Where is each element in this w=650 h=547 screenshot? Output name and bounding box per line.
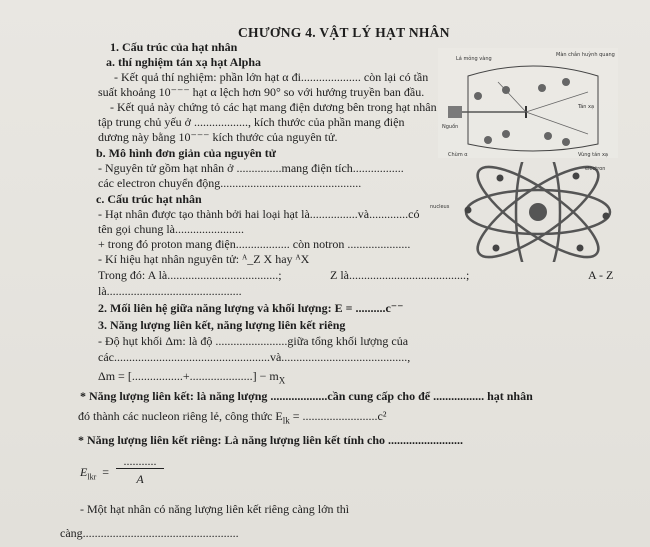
formula-subscript: lk (282, 415, 290, 426)
text-line: A - Z (588, 268, 614, 282)
text-line: - Độ hụt khối Δm: là độ ........................giữa tổng khối lượng của (98, 334, 409, 348)
atom-model-figure (430, 162, 645, 262)
text-line: suất khoảng 10⁻⁻⁻ hạt α lệch hơn 90° so với hướng truyền ban đầu. (98, 85, 425, 99)
formula-subscript: X (278, 375, 286, 386)
formula-text: Δm = [.................+.....................] − m (98, 369, 279, 383)
section-3-heading: 3. Năng lượng liên kết, năng lượng liên kết riêng (98, 318, 346, 332)
text-line: Z là.......................................; (330, 268, 470, 282)
section-1a-heading: a. thí nghiệm tán xạ hạt Alpha (106, 55, 262, 69)
section-2-heading: 2. Mối liên hệ giữa năng lượng và khối lượng: E = ..........c⁻⁻ (98, 301, 404, 315)
section-1c-heading: c. Cấu trúc hạt nhân (96, 192, 202, 206)
section-1b-heading: b. Mô hình đơn giản của nguyên tử (96, 146, 276, 160)
fraction-numerator: ........... (116, 454, 164, 469)
text-line: tên gọi chung là....................... (98, 222, 244, 236)
text-line: tập trung chủ yếu ở .................., kích thước của phần mang điện (98, 115, 405, 129)
formula-text: đó thành các nucleon riêng lẻ, công thức E (78, 409, 283, 423)
text-line: - Kết quả thí nghiệm: phần lớn hạt α đi.................... còn lại có tần (114, 70, 429, 84)
text-line: các electron chuyển động............................................... (98, 176, 362, 190)
formula-specific-binding (80, 465, 109, 484)
chapter-title: CHƯƠNG 4. VẬT LÝ HẠT NHÂN (238, 25, 450, 40)
section-1-heading: 1. Cấu trúc của hạt nhân (110, 40, 238, 54)
text-line: + trong đó proton mang điện.................. còn notron ..................... (98, 237, 411, 251)
fraction-denominator: A (136, 472, 144, 486)
formula-mass-defect (98, 369, 285, 387)
binding-energy-heading: * Năng lượng liên kết: là năng lượng ...................cần cung cấp cho để ................. hạt nhân (80, 389, 533, 403)
formula-symbol: E (80, 465, 88, 479)
nucleus-dot (529, 203, 547, 221)
text-line: Trong đó: A là.....................................; (98, 268, 282, 282)
alpha-scattering-figure (438, 48, 618, 158)
figure-label: Chùm α (448, 152, 468, 158)
figure-label: Vùng tán xạ (578, 152, 608, 158)
specific-binding-heading: * Năng lượng liên kết riêng: Là năng lượng liên kết tính cho ......................... (78, 433, 464, 447)
text-line: càng.................................................... (60, 526, 239, 540)
text-line: dương này bằng 10⁻⁻⁻ kích thước của nguyên tử. (98, 130, 338, 144)
figure-label: electron (585, 166, 606, 172)
figure-label: Tán xạ (578, 104, 595, 110)
text-line: - Một hạt nhân có năng lượng liên kết riêng càng lớn thì (80, 502, 350, 516)
figure-label: nucleus (430, 204, 450, 210)
text-line: - Kí hiệu hạt nhân nguyên tử: ᴬ_Z X hay ᴬX (98, 252, 310, 266)
source-block (448, 106, 462, 118)
figure-label: Màn chắn huỳnh quang (556, 52, 615, 58)
text-line: - Nguyên tử gồm hạt nhân ở ...............mang điện tích................. (98, 161, 404, 175)
formula-text: = .........................c² (289, 409, 387, 423)
text-line: - Kết quả này chứng tỏ các hạt mang điện dương bên trong hạt nhân (110, 100, 437, 114)
formula-equals: = (102, 465, 110, 479)
text-line: là............................................. (98, 284, 242, 298)
formula-subscript: lkr (87, 472, 97, 482)
text-line: các....................................................và.........................................., (98, 350, 411, 364)
text-line: - Hạt nhân được tạo thành bởi hai loại hạt là................và.............có (98, 207, 420, 221)
figure-label: Lá mỏng vàng (456, 56, 492, 62)
formula-binding-energy (78, 409, 386, 427)
figure-label: Nguồn (442, 124, 459, 130)
